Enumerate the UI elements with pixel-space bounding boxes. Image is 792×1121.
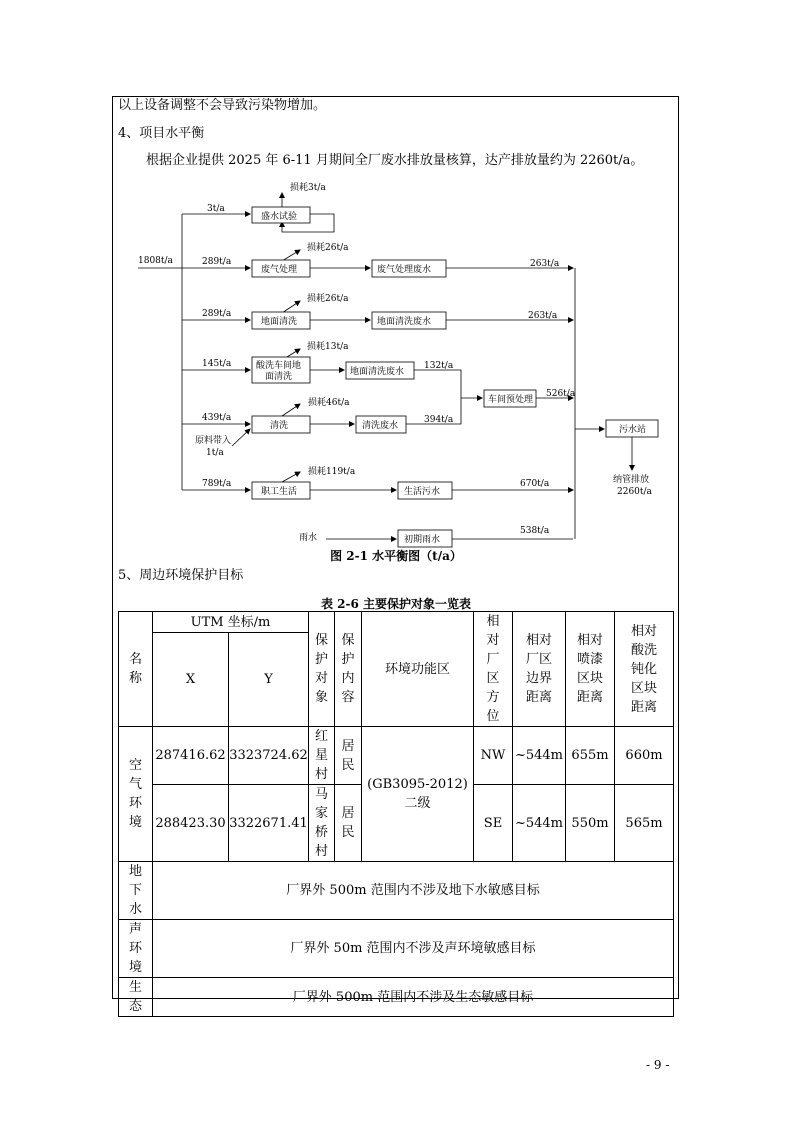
table-row: [119, 862, 674, 920]
waste-6: 初期雨水: [404, 535, 441, 545]
noise-text: 厂界外 50m 范围内不涉及声环境敏感目标: [153, 920, 674, 978]
header-name: 名称: [119, 612, 153, 727]
cell-object: 马家桥村: [309, 785, 335, 862]
cell-distance-boundary: ~544m: [513, 727, 566, 785]
header-utm: UTM 坐标/m: [153, 612, 309, 633]
intro-line: 以上设备调整不会导致污染物增加。: [118, 98, 327, 113]
ecology-label: 生态: [119, 978, 153, 1017]
loss-2: 损耗26t/a: [307, 294, 349, 304]
pretreat-out: 526t/a: [546, 389, 576, 399]
cell-content: 居民: [335, 785, 362, 862]
proc-0: 盛水试验: [261, 212, 298, 222]
figure-caption: 图 2-1 水平衡图（t/a）: [330, 549, 462, 563]
cell-x: 288423.30: [153, 785, 229, 862]
cell-content: 居民: [335, 727, 362, 785]
loss-4: 损耗46t/a: [308, 398, 350, 408]
cell-y: 3323724.62: [229, 727, 309, 785]
cell-function-zone: (GB3095-2012) 二级: [362, 727, 474, 862]
waste-2: 地面清洗废水: [377, 317, 432, 327]
cell-distance-paint: 550m: [566, 785, 615, 862]
label-in-2: 289t/a: [202, 309, 232, 319]
loss-1: 损耗26t/a: [307, 243, 349, 253]
discharge-value: 2260t/a: [617, 487, 652, 497]
ecology-text: 厂界外 500m 范围内不涉及生态敏感目标: [153, 978, 674, 1017]
noise-label: 声环境: [119, 920, 153, 978]
discharge-label: 纳管排放: [613, 475, 650, 485]
station-label: 污水站: [619, 425, 647, 435]
loss-0: 损耗3t/a: [290, 183, 326, 193]
header-distance-boundary: 相对 厂区 边界 距离: [513, 612, 566, 727]
proc-3-line1: 酸洗车间地: [256, 361, 302, 371]
out-5: 670t/a: [520, 479, 550, 489]
cell-object: 红星村: [309, 727, 335, 785]
waste-5: 生活污水: [404, 487, 441, 497]
table-row: [119, 920, 674, 978]
table-row: [119, 978, 674, 1017]
cell-direction: NW: [474, 727, 513, 785]
groundwater-text: 厂界外 500m 范围内不涉及地下水敏感目标: [153, 862, 674, 920]
header-direction: 相对厂区方位: [474, 612, 513, 727]
out-3: 132t/a: [424, 361, 454, 371]
out-2: 263t/a: [528, 311, 558, 321]
proc-4: 清洗: [270, 421, 289, 431]
cell-direction: SE: [474, 785, 513, 862]
header-distance-paint: 相对 喷漆 区块 距离: [566, 612, 615, 727]
pretreat-label: 车间预处理: [488, 395, 534, 405]
header-function-zone: 环境功能区: [362, 612, 474, 727]
proc-1: 废气处理: [261, 265, 298, 275]
cell-x: 287416.62: [153, 727, 229, 785]
out-6: 538t/a: [520, 526, 550, 536]
proc-3-line2: 面清洗: [265, 372, 293, 382]
proc-2: 地面清洗: [261, 317, 298, 327]
table-row: [119, 727, 674, 785]
label-in-3: 145t/a: [202, 359, 232, 369]
out-4: 394t/a: [424, 415, 454, 425]
water-balance-diagram: [0, 0, 792, 560]
waste-4: 清洗废水: [362, 421, 399, 431]
cell-distance-pickling: 660m: [615, 727, 674, 785]
header-distance-pickling: 相对 酸洗 钝化 区块 距离: [615, 612, 674, 727]
cell-distance-paint: 655m: [566, 727, 615, 785]
air-env-label: 空气环境: [119, 727, 153, 862]
groundwater-label: 地下水: [119, 862, 153, 920]
table-caption: 表 2-6 主要保护对象一览表: [320, 597, 472, 611]
protection-targets-table: [118, 611, 674, 1017]
label-in-4: 439t/a: [202, 413, 232, 423]
page-number: - 9 -: [646, 1058, 670, 1072]
water-balance-paragraph: 根据企业提供 2025 年 6-11 月期间全厂废水排放量核算，达产排放量约为 2260t/a。: [146, 153, 644, 168]
out-1: 263t/a: [530, 259, 560, 269]
header-y: Y: [229, 633, 309, 727]
label-in-5: 789t/a: [202, 479, 232, 489]
label-raw-material-value: 1t/a: [206, 448, 224, 458]
label-in-0: 3t/a: [207, 204, 225, 214]
header-content: 保护内容: [335, 612, 362, 727]
label-raw-material: 原料带入: [195, 436, 232, 446]
label-rainwater: 雨水: [299, 533, 318, 543]
cell-distance-pickling: 565m: [615, 785, 674, 862]
cell-y: 3322671.41: [229, 785, 309, 862]
header-object: 保护对象: [309, 612, 335, 727]
loss-5: 损耗119t/a: [308, 467, 356, 477]
label-input-total: 1808t/a: [138, 256, 173, 266]
header-x: X: [153, 633, 229, 727]
loss-3: 损耗13t/a: [307, 342, 349, 352]
waste-3: 地面清洗废水: [350, 367, 405, 377]
section-heading-water-balance: 4、项目水平衡: [118, 126, 205, 141]
cell-distance-boundary: ~544m: [513, 785, 566, 862]
waste-1: 废气处理废水: [377, 265, 432, 275]
section-heading-protection-targets: 5、周边环境保护目标: [118, 568, 244, 583]
proc-5: 职工生活: [261, 487, 298, 497]
label-in-1: 289t/a: [202, 257, 232, 267]
